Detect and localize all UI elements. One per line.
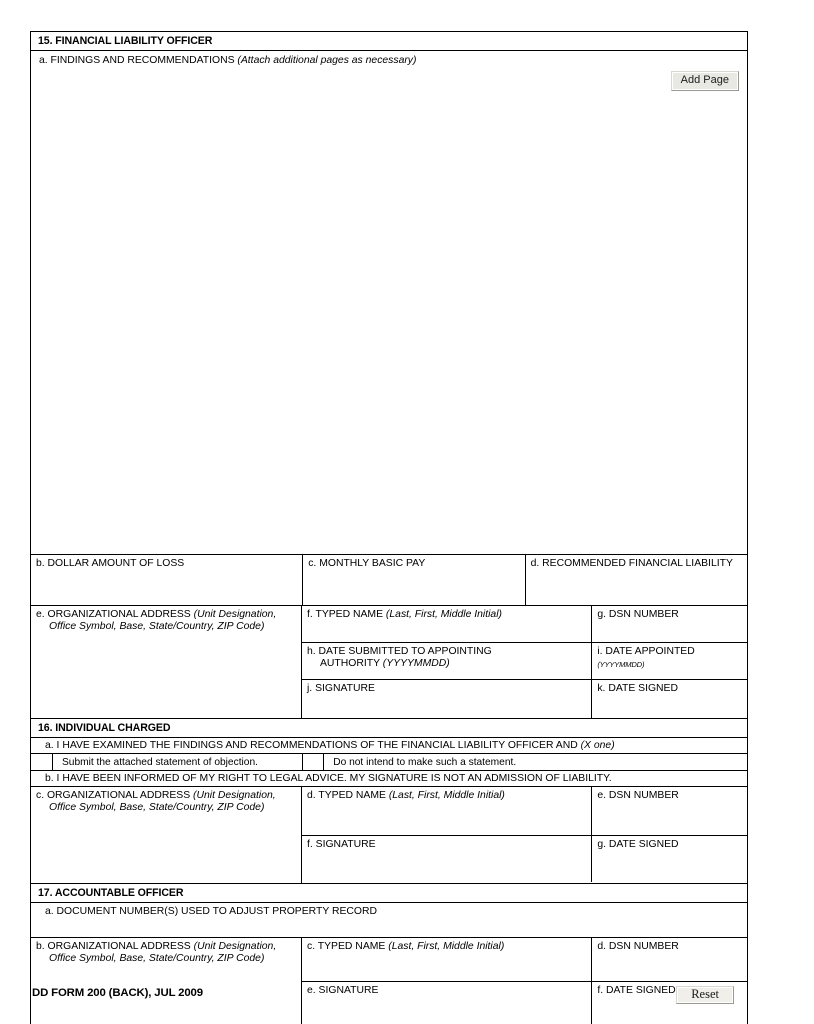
section-16g-label: g. DATE SIGNED [597, 839, 679, 851]
dd-form-200-back [30, 31, 748, 1024]
section-15k-date-signed[interactable] [591, 680, 747, 718]
section-17-header: 17. ACCOUNTABLE OFFICER [31, 883, 747, 903]
checkbox-submit-objection[interactable] [31, 754, 53, 770]
section-16d-label: d. TYPED NAME [307, 790, 386, 802]
section-16c-organizational-address[interactable] [31, 787, 301, 883]
section-16a-examined-statement [31, 738, 747, 753]
section-15-bcd-row [31, 554, 747, 605]
section-16e-dsn-number[interactable] [591, 787, 747, 835]
section-15-hi-row [302, 642, 747, 679]
section-16-header: 16. INDIVIDUAL CHARGED [31, 718, 747, 738]
section-16c-label-italic-1: (Unit Designation, [193, 790, 276, 802]
section-15i-date-appointed[interactable] [591, 643, 747, 679]
add-page-button[interactable]: Add Page [671, 71, 739, 91]
section-15a-label-italic: (Attach additional pages as necessary) [237, 55, 417, 66]
section-15a-label-text: a. FINDINGS AND RECOMMENDATIONS [39, 55, 235, 66]
section-15e-label-italic-1: (Unit Designation, [193, 609, 277, 620]
section-15d-label: d. RECOMMENDED FINANCIAL LIABILITY [530, 558, 733, 569]
section-15a-label [39, 55, 741, 67]
section-15h-label-line-1: h. DATE SUBMITTED TO APPOINTING [307, 646, 492, 657]
section-15g-label: g. DSN NUMBER [597, 609, 679, 620]
section-16e-label: e. DSN NUMBER [597, 790, 679, 802]
section-15c-monthly-basic-pay[interactable] [302, 555, 524, 605]
section-16a-label-italic: (X one) [580, 740, 615, 751]
section-16-right-stack [301, 787, 747, 883]
checkbox-submit-objection-label: Submit the attached statement of objection. [62, 756, 258, 768]
section-15k-label: k. DATE SIGNED [597, 683, 678, 694]
checkbox-no-statement-label: Do not intend to make such a statement. [333, 756, 517, 768]
section-16a-checkbox-row [31, 753, 747, 770]
section-15b-dollar-amount-of-loss[interactable] [31, 555, 302, 605]
section-15-jk-row [302, 679, 747, 718]
section-15e-label: e. ORGANIZATIONAL ADDRESS [36, 609, 191, 620]
section-16c-label-italic-2: Office Symbol, Base, State/Country, ZIP Code) [49, 801, 265, 813]
section-15h-date-submitted-to-appointing-authority[interactable] [302, 643, 591, 679]
section-15e-organizational-address[interactable] [31, 606, 301, 716]
section-17b-label-italic-2: Office Symbol, Base, State/Country, ZIP Code) [49, 952, 265, 964]
section-17-cd-row [302, 938, 747, 981]
section-16b-label: b. I HAVE BEEN INFORMED OF MY RIGHT TO LEGAL ADVICE. MY SIGNATURE IS NOT AN ADMISSION OF LIABILITY. [45, 772, 612, 784]
section-15f-label: f. TYPED NAME [307, 609, 384, 620]
section-17c-label: c. TYPED NAME [307, 941, 386, 953]
section-16f-label: f. SIGNATURE [307, 839, 376, 851]
section-16c-label: c. ORGANIZATIONAL ADDRESS [36, 790, 191, 802]
section-17d-label: d. DSN NUMBER [597, 941, 679, 953]
section-15i-label: i. DATE APPOINTED [597, 646, 695, 657]
section-15d-recommended-financial-liability[interactable] [525, 555, 747, 605]
section-15f-typed-name[interactable] [302, 606, 591, 642]
section-15h-label-line-2 [307, 658, 587, 670]
section-17a-label: a. DOCUMENT NUMBER(S) USED TO ADJUST PROPERTY RECORD [45, 906, 377, 918]
section-16-cdefg-block [31, 786, 747, 883]
section-15g-dsn-number[interactable] [591, 606, 747, 642]
section-15-fg-row [302, 606, 747, 642]
section-15i-label-date-format: (YYYYMMDD) [597, 659, 645, 669]
form-identifier: DD FORM 200 (BACK), JUL 2009 [32, 987, 203, 999]
section-15-header: 15. FINANCIAL LIABILITY OFFICER [31, 32, 747, 51]
section-17b-label: b. ORGANIZATIONAL ADDRESS [36, 941, 191, 953]
section-16f-signature[interactable] [302, 836, 591, 882]
section-15h-label-authority: AUTHORITY [320, 657, 380, 669]
section-15a-findings-cell[interactable] [31, 51, 747, 554]
section-16-fg-row [302, 835, 747, 882]
section-17c-typed-name[interactable] [302, 938, 591, 981]
section-16a-label: a. I HAVE EXAMINED THE FINDINGS AND RECOMMENDATIONS OF THE FINANCIAL LIABILITY OFFICER AND [45, 740, 578, 751]
section-16d-typed-name[interactable] [302, 787, 591, 835]
section-15c-label: c. MONTHLY BASIC PAY [308, 558, 426, 569]
section-15-efg-block [31, 605, 747, 718]
section-17e-label: e. SIGNATURE [307, 985, 379, 997]
section-15j-label: j. SIGNATURE [307, 683, 375, 694]
section-15e-label-italic-2: Office Symbol, Base, State/Country, ZIP Code) [49, 620, 265, 632]
section-16d-label-italic: (Last, First, Middle Initial) [388, 790, 505, 802]
section-15f-label-italic: (Last, First, Middle Initial) [385, 609, 502, 620]
section-16g-date-signed[interactable] [591, 836, 747, 882]
form-footer [30, 986, 748, 1016]
section-16a-option-1[interactable] [31, 754, 302, 770]
section-16a-option-2[interactable] [302, 754, 747, 770]
section-17d-dsn-number[interactable] [591, 938, 747, 981]
section-17c-label-italic: (Last, First, Middle Initial) [388, 941, 505, 953]
section-15j-signature[interactable] [302, 680, 591, 718]
section-16-de-row [302, 787, 747, 835]
section-15-right-stack [301, 606, 747, 718]
section-17b-label-italic-1: (Unit Designation, [193, 941, 277, 953]
checkbox-no-statement[interactable] [302, 754, 324, 770]
section-15h-label-date-format: (YYYYMMDD) [382, 657, 450, 669]
section-17a-document-numbers[interactable] [31, 903, 747, 937]
section-15b-label: b. DOLLAR AMOUNT OF LOSS [36, 558, 185, 569]
section-17f-label: f. DATE SIGNED [597, 985, 676, 997]
reset-button[interactable]: Reset [676, 986, 734, 1004]
section-16b-legal-advice-notice [31, 770, 747, 787]
